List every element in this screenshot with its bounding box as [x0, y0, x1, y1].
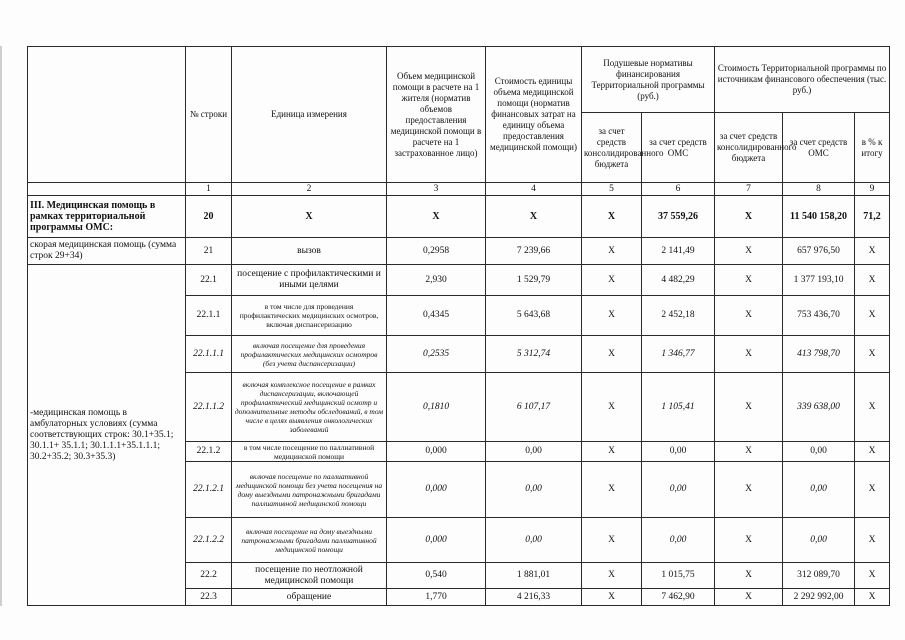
- oms-total-cell: 753 436,70: [783, 296, 855, 336]
- volume-cell: X: [387, 196, 486, 238]
- oms-total-cell: 0,00: [783, 442, 855, 462]
- row-number: 20: [186, 196, 232, 238]
- budget-total-cell: X: [715, 265, 783, 296]
- cost-cell: 5 643,68: [486, 296, 582, 336]
- volume-cell: 0,000: [387, 462, 486, 518]
- group-name: -медицинская помощь в амбулаторных условиях (сумма соответствующих строк: 30.1+35.1; 30.1.1+ 35.1.1; 30.1.1.1+35.1.1.1; 30.2+35.2; 30.3+35.3): [28, 265, 186, 606]
- header-program-cost: Стоимость Территориальной программы по источникам финансового обеспечения (тыс. руб.): [715, 47, 890, 113]
- cost-cell: 5 312,74: [486, 336, 582, 373]
- col-number: 8: [783, 183, 855, 196]
- unit-cell: включая комплексное посещение в рамках диспансеризации, включающей профилактический медицинский осмотр и дополнительные методы обследований, в том числе в целях выявления онкологических заболеваний: [232, 373, 387, 442]
- percent-cell: X: [855, 462, 890, 518]
- oms-cell: 37 559,26: [642, 196, 715, 238]
- header-cost: Стоимость единицы объема медицинской помощи (норматив финансовых затрат на единицу объема предоставления медицинской помощи): [486, 47, 582, 183]
- oms-cell: 0,00: [642, 462, 715, 518]
- col-number: 4: [486, 183, 582, 196]
- budget-total-cell: X: [715, 589, 783, 606]
- header-volume: Объем медицинской помощи в расчете на 1 жителя (норматив объемов предоставления медицинской помощи в расчете на 1 застрахованное лицо): [387, 47, 486, 183]
- oms-cell: 0,00: [642, 442, 715, 462]
- volume-cell: 0,1810: [387, 373, 486, 442]
- oms-total-cell: 2 292 992,00: [783, 589, 855, 606]
- row-name: III. Медицинская помощь в рамках территориальной программы ОМС:: [28, 196, 186, 238]
- budget-total-cell: X: [715, 563, 783, 589]
- row-number: 22.1.1.2: [186, 373, 232, 442]
- percent-cell: X: [855, 336, 890, 373]
- row-number: 22.1.2: [186, 442, 232, 462]
- unit-cell: включая посещение на дому выездными патронажными бригадами паллиативной медицинской помощи: [232, 518, 387, 563]
- oms-cell: 2 141,49: [642, 238, 715, 265]
- cost-cell: X: [486, 196, 582, 238]
- budget-cell: X: [582, 265, 642, 296]
- row-number: 22.1: [186, 265, 232, 296]
- budget-cell: X: [582, 296, 642, 336]
- percent-cell: X: [855, 238, 890, 265]
- cost-cell: 1 529,79: [486, 265, 582, 296]
- empty-header-cell: [28, 47, 186, 183]
- budget-cell: X: [582, 373, 642, 442]
- percent-cell: X: [855, 373, 890, 442]
- cost-cell: 1 881,01: [486, 563, 582, 589]
- cost-cell: 6 107,17: [486, 373, 582, 442]
- row-name: скорая медицинская помощь (сумма строк 29+34): [28, 238, 186, 265]
- budget-cell: X: [582, 336, 642, 373]
- oms-cell: 1 105,41: [642, 373, 715, 442]
- budget-total-cell: X: [715, 462, 783, 518]
- oms-total-cell: 11 540 158,20: [783, 196, 855, 238]
- row-number: 22.3: [186, 589, 232, 606]
- budget-total-cell: X: [715, 518, 783, 563]
- unit-cell: посещение с профилактическими и иными целями: [232, 265, 387, 296]
- percent-cell: X: [855, 265, 890, 296]
- unit-cell: включая посещение для проведения профилактических медицинских осмотров (без учета диспансеризации): [232, 336, 387, 373]
- unit-cell: обращение: [232, 589, 387, 606]
- oms-cell: 4 482,29: [642, 265, 715, 296]
- percent-cell: 71,2: [855, 196, 890, 238]
- unit-cell: включая посещение по паллиативной медицинской помощи без учета посещения на дому выездными патронажными бригадами паллиативной медицинской помощи: [232, 462, 387, 518]
- oms-total-cell: 339 638,00: [783, 373, 855, 442]
- budget-total-cell: X: [715, 442, 783, 462]
- header-budget-1: за счет средств консолидированного бюджета: [582, 113, 642, 183]
- budget-cell: X: [582, 462, 642, 518]
- volume-cell: 0,000: [387, 442, 486, 462]
- oms-cell: 0,00: [642, 518, 715, 563]
- percent-cell: X: [855, 296, 890, 336]
- oms-cell: 1 346,77: [642, 336, 715, 373]
- scan-edge: [0, 46, 2, 606]
- budget-cell: X: [582, 589, 642, 606]
- oms-total-cell: 0,00: [783, 462, 855, 518]
- volume-cell: 0,540: [387, 563, 486, 589]
- oms-total-cell: 1 377 193,10: [783, 265, 855, 296]
- volume-cell: 1,770: [387, 589, 486, 606]
- row-number: 22.2: [186, 563, 232, 589]
- cost-cell: 0,00: [486, 462, 582, 518]
- col-number: 3: [387, 183, 486, 196]
- budget-total-cell: X: [715, 373, 783, 442]
- oms-total-cell: 312 089,70: [783, 563, 855, 589]
- budget-cell: X: [582, 518, 642, 563]
- budget-cell: X: [582, 238, 642, 265]
- cost-cell: 7 239,66: [486, 238, 582, 265]
- percent-cell: X: [855, 518, 890, 563]
- budget-total-cell: X: [715, 238, 783, 265]
- oms-cell: 7 462,90: [642, 589, 715, 606]
- col-number: 1: [186, 183, 232, 196]
- header-per-capita: Подушевые нормативы финансирования Территориальной программы (руб.): [582, 47, 715, 113]
- header-budget-2: за счет средств консолидированного бюджета: [715, 113, 783, 183]
- percent-cell: X: [855, 589, 890, 606]
- budget-cell: X: [582, 442, 642, 462]
- cost-cell: 0,00: [486, 442, 582, 462]
- header-row-no: № строки: [186, 47, 232, 183]
- oms-total-cell: 413 798,70: [783, 336, 855, 373]
- cost-cell: 4 216,33: [486, 589, 582, 606]
- volume-cell: 0,2535: [387, 336, 486, 373]
- row-number: 22.1.2.1: [186, 462, 232, 518]
- col-number: 2: [232, 183, 387, 196]
- col-number: 9: [855, 183, 890, 196]
- volume-cell: 2,930: [387, 265, 486, 296]
- budget-total-cell: X: [715, 336, 783, 373]
- financing-table: [27, 46, 890, 606]
- header-unit: Единица измерения: [232, 47, 387, 183]
- budget-cell: X: [582, 196, 642, 238]
- percent-cell: X: [855, 442, 890, 462]
- volume-cell: 0,2958: [387, 238, 486, 265]
- unit-cell: вызов: [232, 238, 387, 265]
- row-number: 21: [186, 238, 232, 265]
- percent-cell: X: [855, 563, 890, 589]
- header-oms-2: за счет средств ОМС: [783, 113, 855, 183]
- volume-cell: 0,000: [387, 518, 486, 563]
- unit-cell: в том числе для проведения профилактических медицинских осмотров, включая диспансеризацию: [232, 296, 387, 336]
- col-number: 6: [642, 183, 715, 196]
- unit-cell: посещение по неотложной медицинской помощи: [232, 563, 387, 589]
- volume-cell: 0,4345: [387, 296, 486, 336]
- row-number: 22.1.2.2: [186, 518, 232, 563]
- col-number: 5: [582, 183, 642, 196]
- budget-cell: X: [582, 563, 642, 589]
- oms-total-cell: 657 976,50: [783, 238, 855, 265]
- oms-total-cell: 0,00: [783, 518, 855, 563]
- cost-cell: 0,00: [486, 518, 582, 563]
- col-number-empty: [28, 183, 186, 196]
- unit-cell: в том числе посещение по паллиативной медицинской помощи: [232, 442, 387, 462]
- unit-cell: X: [232, 196, 387, 238]
- oms-cell: 1 015,75: [642, 563, 715, 589]
- budget-total-cell: X: [715, 296, 783, 336]
- budget-total-cell: X: [715, 196, 783, 238]
- header-percent: в % к итогу: [855, 113, 890, 183]
- row-number: 22.1.1: [186, 296, 232, 336]
- oms-cell: 2 452,18: [642, 296, 715, 336]
- row-number: 22.1.1.1: [186, 336, 232, 373]
- header-oms-1: за счет средств ОМС: [642, 113, 715, 183]
- col-number: 7: [715, 183, 783, 196]
